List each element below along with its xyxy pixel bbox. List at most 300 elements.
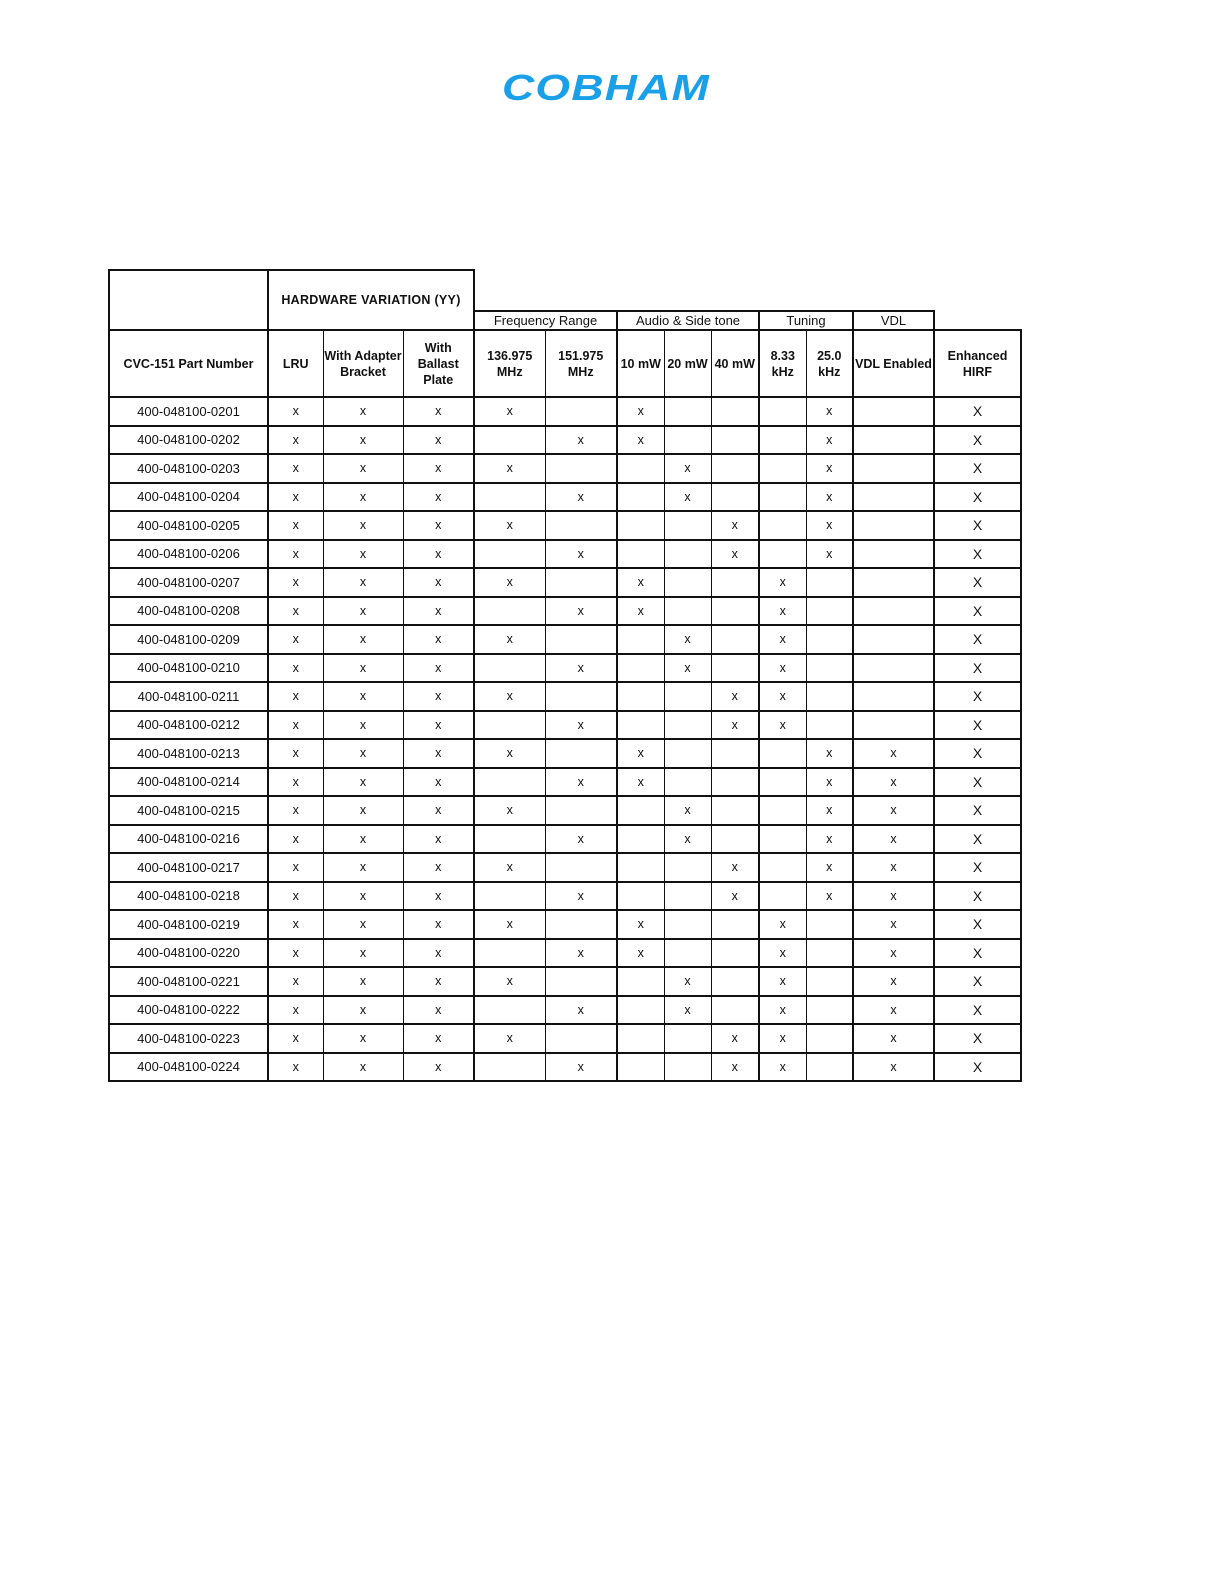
- ballast-plate-cell: x: [403, 853, 474, 882]
- audio-40mw-cell: x: [711, 711, 759, 740]
- part-number-cell: 400-048100-0224: [109, 1053, 268, 1082]
- freq-136-975-cell: x: [474, 568, 545, 597]
- tuning-8-33-cell: x: [759, 939, 806, 968]
- vdl-enabled-cell: [853, 597, 934, 626]
- enhanced-hirf-cell: X: [934, 511, 1021, 540]
- vdl-enabled-cell: x: [853, 996, 934, 1025]
- freq-151-975-cell: x: [545, 939, 617, 968]
- audio-40mw-cell: [711, 625, 759, 654]
- ballast-plate-cell: x: [403, 939, 474, 968]
- enhanced-hirf-cell: X: [934, 882, 1021, 911]
- enhanced-hirf-cell: X: [934, 853, 1021, 882]
- part-number-cell: 400-048100-0221: [109, 967, 268, 996]
- audio-10mw-cell: [617, 996, 664, 1025]
- tuning-25-0-cell: x: [806, 483, 853, 512]
- col-vdl-enabled: VDL Enabled: [853, 330, 934, 397]
- ballast-plate-cell: x: [403, 910, 474, 939]
- table-row: [109, 426, 1021, 455]
- audio-20mw-cell: [664, 768, 711, 797]
- audio-40mw-cell: x: [711, 511, 759, 540]
- tuning-25-0-cell: x: [806, 768, 853, 797]
- tuning-8-33-cell: [759, 454, 806, 483]
- audio-40mw-cell: [711, 796, 759, 825]
- audio-40mw-cell: [711, 825, 759, 854]
- col-lru: LRU: [268, 330, 323, 397]
- part-number-cell: 400-048100-0222: [109, 996, 268, 1025]
- lru-cell: x: [268, 1053, 323, 1082]
- audio-10mw-cell: x: [617, 910, 664, 939]
- audio-20mw-cell: [664, 939, 711, 968]
- tuning-8-33-cell: x: [759, 711, 806, 740]
- part-number-cell: 400-048100-0206: [109, 540, 268, 569]
- freq-136-975-cell: [474, 711, 545, 740]
- part-number-cell: 400-048100-0219: [109, 910, 268, 939]
- freq-151-975-cell: [545, 511, 617, 540]
- vdl-enabled-cell: [853, 397, 934, 426]
- freq-136-975-cell: x: [474, 967, 545, 996]
- vdl-enabled-cell: x: [853, 825, 934, 854]
- audio-10mw-cell: [617, 511, 664, 540]
- freq-136-975-cell: [474, 939, 545, 968]
- audio-10mw-cell: [617, 454, 664, 483]
- tuning-8-33-cell: [759, 426, 806, 455]
- table-row: [109, 682, 1021, 711]
- freq-136-975-cell: x: [474, 739, 545, 768]
- audio-20mw-cell: [664, 882, 711, 911]
- audio-20mw-cell: [664, 597, 711, 626]
- freq-151-975-cell: x: [545, 1053, 617, 1082]
- audio-40mw-cell: [711, 454, 759, 483]
- lru-cell: x: [268, 511, 323, 540]
- audio-10mw-cell: [617, 540, 664, 569]
- freq-136-975-cell: [474, 483, 545, 512]
- hardware-variation-header: HARDWARE VARIATION (YY): [268, 270, 474, 330]
- table-row: [109, 540, 1021, 569]
- freq-151-975-cell: [545, 796, 617, 825]
- vdl-enabled-cell: [853, 483, 934, 512]
- col-adapter-bracket: With Adapter Bracket: [323, 330, 403, 397]
- tuning-8-33-cell: [759, 882, 806, 911]
- col-136-975-mhz: 136.975 MHz: [474, 330, 545, 397]
- ballast-plate-cell: x: [403, 597, 474, 626]
- table-row: [109, 996, 1021, 1025]
- tuning-8-33-cell: [759, 483, 806, 512]
- adapter-bracket-cell: x: [323, 796, 403, 825]
- col-8-33-khz: 8.33 kHz: [759, 330, 806, 397]
- col-25-0-khz: 25.0 kHz: [806, 330, 853, 397]
- enhanced-hirf-cell: X: [934, 939, 1021, 968]
- part-number-cell: 400-048100-0220: [109, 939, 268, 968]
- freq-151-975-cell: [545, 682, 617, 711]
- freq-151-975-cell: [545, 397, 617, 426]
- audio-10mw-cell: x: [617, 568, 664, 597]
- enhanced-hirf-cell: X: [934, 1053, 1021, 1082]
- table-body: [109, 397, 1021, 1081]
- enhanced-hirf-cell: X: [934, 682, 1021, 711]
- audio-10mw-cell: [617, 1024, 664, 1053]
- ballast-plate-cell: x: [403, 996, 474, 1025]
- audio-10mw-cell: [617, 882, 664, 911]
- table-row: [109, 454, 1021, 483]
- enhanced-hirf-cell: X: [934, 454, 1021, 483]
- part-number-cell: 400-048100-0223: [109, 1024, 268, 1053]
- table-row: [109, 625, 1021, 654]
- enhanced-hirf-cell: X: [934, 711, 1021, 740]
- audio-20mw-cell: x: [664, 825, 711, 854]
- table-row: [109, 597, 1021, 626]
- adapter-bracket-cell: x: [323, 483, 403, 512]
- audio-10mw-cell: [617, 625, 664, 654]
- group-frequency-range: Frequency Range: [474, 311, 617, 330]
- freq-151-975-cell: x: [545, 996, 617, 1025]
- col-40-mw: 40 mW: [711, 330, 759, 397]
- lru-cell: x: [268, 853, 323, 882]
- table-row: [109, 967, 1021, 996]
- audio-40mw-cell: [711, 996, 759, 1025]
- audio-20mw-cell: [664, 711, 711, 740]
- adapter-bracket-cell: x: [323, 625, 403, 654]
- enhanced-hirf-cell: X: [934, 568, 1021, 597]
- freq-136-975-cell: x: [474, 397, 545, 426]
- audio-20mw-cell: x: [664, 654, 711, 683]
- vdl-enabled-cell: x: [853, 967, 934, 996]
- table-row: [109, 711, 1021, 740]
- tuning-25-0-cell: [806, 910, 853, 939]
- lru-cell: x: [268, 882, 323, 911]
- adapter-bracket-cell: x: [323, 682, 403, 711]
- adapter-bracket-cell: x: [323, 426, 403, 455]
- audio-20mw-cell: [664, 910, 711, 939]
- enhanced-hirf-cell: X: [934, 825, 1021, 854]
- audio-40mw-cell: x: [711, 882, 759, 911]
- lru-cell: x: [268, 739, 323, 768]
- audio-40mw-cell: [711, 967, 759, 996]
- audio-20mw-cell: x: [664, 625, 711, 654]
- lru-cell: x: [268, 796, 323, 825]
- ballast-plate-cell: x: [403, 654, 474, 683]
- ballast-plate-cell: x: [403, 511, 474, 540]
- enhanced-hirf-cell: X: [934, 768, 1021, 797]
- freq-136-975-cell: [474, 882, 545, 911]
- audio-10mw-cell: [617, 967, 664, 996]
- adapter-bracket-cell: x: [323, 511, 403, 540]
- freq-136-975-cell: [474, 825, 545, 854]
- adapter-bracket-cell: x: [323, 739, 403, 768]
- part-number-cell: 400-048100-0214: [109, 768, 268, 797]
- lru-cell: x: [268, 768, 323, 797]
- tuning-25-0-cell: [806, 1053, 853, 1082]
- freq-151-975-cell: x: [545, 825, 617, 854]
- freq-136-975-cell: x: [474, 511, 545, 540]
- part-number-cell: 400-048100-0203: [109, 454, 268, 483]
- lru-cell: x: [268, 682, 323, 711]
- adapter-bracket-cell: x: [323, 454, 403, 483]
- tuning-25-0-cell: x: [806, 397, 853, 426]
- part-number-cell: 400-048100-0210: [109, 654, 268, 683]
- audio-40mw-cell: [711, 426, 759, 455]
- table-row: [109, 397, 1021, 426]
- tuning-8-33-cell: x: [759, 1024, 806, 1053]
- vdl-enabled-cell: [853, 511, 934, 540]
- enhanced-hirf-cell: X: [934, 397, 1021, 426]
- vdl-enabled-cell: x: [853, 939, 934, 968]
- freq-136-975-cell: x: [474, 1024, 545, 1053]
- tuning-8-33-cell: x: [759, 996, 806, 1025]
- audio-40mw-cell: [711, 568, 759, 597]
- vdl-enabled-cell: [853, 682, 934, 711]
- ballast-plate-cell: x: [403, 625, 474, 654]
- adapter-bracket-cell: x: [323, 768, 403, 797]
- tuning-8-33-cell: [759, 825, 806, 854]
- enhanced-hirf-cell: X: [934, 967, 1021, 996]
- enhanced-hirf-cell: X: [934, 996, 1021, 1025]
- adapter-bracket-cell: x: [323, 397, 403, 426]
- audio-10mw-cell: [617, 711, 664, 740]
- audio-40mw-cell: x: [711, 540, 759, 569]
- tuning-8-33-cell: x: [759, 682, 806, 711]
- audio-40mw-cell: [711, 597, 759, 626]
- part-number-cell: 400-048100-0216: [109, 825, 268, 854]
- freq-151-975-cell: x: [545, 711, 617, 740]
- hardware-variation-table-wrapper: [108, 269, 1022, 1082]
- header-spacer-right: [934, 311, 1021, 330]
- part-number-cell: 400-048100-0208: [109, 597, 268, 626]
- audio-10mw-cell: x: [617, 739, 664, 768]
- audio-40mw-cell: [711, 739, 759, 768]
- freq-136-975-cell: [474, 540, 545, 569]
- adapter-bracket-cell: x: [323, 597, 403, 626]
- tuning-8-33-cell: [759, 768, 806, 797]
- col-151-975-mhz: 151.975 MHz: [545, 330, 617, 397]
- ballast-plate-cell: x: [403, 768, 474, 797]
- freq-151-975-cell: [545, 625, 617, 654]
- audio-20mw-cell: [664, 1024, 711, 1053]
- audio-10mw-cell: x: [617, 768, 664, 797]
- freq-151-975-cell: x: [545, 768, 617, 797]
- ballast-plate-cell: x: [403, 397, 474, 426]
- part-number-cell: 400-048100-0212: [109, 711, 268, 740]
- freq-136-975-cell: x: [474, 910, 545, 939]
- lru-cell: x: [268, 426, 323, 455]
- table-row: [109, 853, 1021, 882]
- logo-wordmark: COBHAM: [502, 70, 711, 106]
- audio-20mw-cell: [664, 568, 711, 597]
- freq-151-975-cell: [545, 739, 617, 768]
- freq-136-975-cell: x: [474, 682, 545, 711]
- tuning-8-33-cell: [759, 511, 806, 540]
- table-row: [109, 568, 1021, 597]
- freq-151-975-cell: x: [545, 426, 617, 455]
- part-number-cell: 400-048100-0218: [109, 882, 268, 911]
- adapter-bracket-cell: x: [323, 939, 403, 968]
- audio-20mw-cell: x: [664, 796, 711, 825]
- enhanced-hirf-cell: X: [934, 654, 1021, 683]
- enhanced-hirf-cell: X: [934, 625, 1021, 654]
- table-row: [109, 1053, 1021, 1082]
- tuning-25-0-cell: [806, 967, 853, 996]
- tuning-25-0-cell: [806, 654, 853, 683]
- tuning-25-0-cell: [806, 996, 853, 1025]
- tuning-25-0-cell: x: [806, 739, 853, 768]
- adapter-bracket-cell: x: [323, 1024, 403, 1053]
- ballast-plate-cell: x: [403, 426, 474, 455]
- audio-10mw-cell: [617, 1053, 664, 1082]
- audio-40mw-cell: x: [711, 853, 759, 882]
- table-row: [109, 511, 1021, 540]
- lru-cell: x: [268, 825, 323, 854]
- freq-151-975-cell: x: [545, 654, 617, 683]
- adapter-bracket-cell: x: [323, 853, 403, 882]
- tuning-8-33-cell: x: [759, 597, 806, 626]
- tuning-25-0-cell: [806, 597, 853, 626]
- col-part-number: CVC-151 Part Number: [109, 330, 268, 397]
- header-spacer: [474, 270, 1021, 311]
- audio-20mw-cell: x: [664, 483, 711, 512]
- freq-151-975-cell: [545, 853, 617, 882]
- part-number-cell: 400-048100-0202: [109, 426, 268, 455]
- audio-10mw-cell: [617, 853, 664, 882]
- group-vdl: VDL: [853, 311, 934, 330]
- audio-10mw-cell: x: [617, 426, 664, 455]
- tuning-25-0-cell: x: [806, 540, 853, 569]
- freq-151-975-cell: [545, 454, 617, 483]
- adapter-bracket-cell: x: [323, 825, 403, 854]
- freq-136-975-cell: [474, 996, 545, 1025]
- cobham-logo: [500, 70, 712, 106]
- adapter-bracket-cell: x: [323, 967, 403, 996]
- ballast-plate-cell: x: [403, 825, 474, 854]
- tuning-8-33-cell: [759, 739, 806, 768]
- table-row: [109, 739, 1021, 768]
- audio-10mw-cell: [617, 682, 664, 711]
- freq-136-975-cell: [474, 1053, 545, 1082]
- enhanced-hirf-cell: X: [934, 597, 1021, 626]
- lru-cell: x: [268, 568, 323, 597]
- lru-cell: x: [268, 454, 323, 483]
- tuning-25-0-cell: [806, 568, 853, 597]
- col-20-mw: 20 mW: [664, 330, 711, 397]
- vdl-enabled-cell: [853, 568, 934, 597]
- ballast-plate-cell: x: [403, 540, 474, 569]
- table-row: [109, 654, 1021, 683]
- audio-40mw-cell: [711, 397, 759, 426]
- audio-20mw-cell: [664, 682, 711, 711]
- enhanced-hirf-cell: X: [934, 540, 1021, 569]
- adapter-bracket-cell: x: [323, 654, 403, 683]
- table-row: [109, 1024, 1021, 1053]
- audio-20mw-cell: [664, 1053, 711, 1082]
- freq-136-975-cell: x: [474, 625, 545, 654]
- ballast-plate-cell: x: [403, 1024, 474, 1053]
- tuning-8-33-cell: x: [759, 1053, 806, 1082]
- part-number-cell: 400-048100-0201: [109, 397, 268, 426]
- tuning-8-33-cell: [759, 796, 806, 825]
- col-10-mw: 10 mW: [617, 330, 664, 397]
- audio-40mw-cell: [711, 654, 759, 683]
- tuning-25-0-cell: [806, 711, 853, 740]
- audio-20mw-cell: [664, 739, 711, 768]
- audio-40mw-cell: x: [711, 682, 759, 711]
- ballast-plate-cell: x: [403, 682, 474, 711]
- enhanced-hirf-cell: X: [934, 483, 1021, 512]
- lru-cell: x: [268, 483, 323, 512]
- vdl-enabled-cell: x: [853, 910, 934, 939]
- lru-cell: x: [268, 1024, 323, 1053]
- enhanced-hirf-cell: X: [934, 426, 1021, 455]
- part-number-cell: 400-048100-0207: [109, 568, 268, 597]
- table-row: [109, 825, 1021, 854]
- audio-20mw-cell: [664, 511, 711, 540]
- ballast-plate-cell: x: [403, 796, 474, 825]
- tuning-8-33-cell: x: [759, 625, 806, 654]
- table-row: [109, 796, 1021, 825]
- vdl-enabled-cell: [853, 711, 934, 740]
- ballast-plate-cell: x: [403, 1053, 474, 1082]
- audio-40mw-cell: [711, 910, 759, 939]
- part-number-cell: 400-048100-0204: [109, 483, 268, 512]
- freq-151-975-cell: x: [545, 597, 617, 626]
- audio-20mw-cell: x: [664, 967, 711, 996]
- adapter-bracket-cell: x: [323, 1053, 403, 1082]
- hardware-variation-table: [108, 269, 1022, 1082]
- top-left-blank-cell: [109, 270, 268, 330]
- vdl-enabled-cell: x: [853, 1024, 934, 1053]
- freq-136-975-cell: x: [474, 454, 545, 483]
- ballast-plate-cell: x: [403, 568, 474, 597]
- adapter-bracket-cell: x: [323, 882, 403, 911]
- vdl-enabled-cell: x: [853, 796, 934, 825]
- col-ballast-plate: With Ballast Plate: [403, 330, 474, 397]
- adapter-bracket-cell: x: [323, 711, 403, 740]
- adapter-bracket-cell: x: [323, 996, 403, 1025]
- freq-136-975-cell: [474, 768, 545, 797]
- tuning-8-33-cell: x: [759, 568, 806, 597]
- lru-cell: x: [268, 910, 323, 939]
- lru-cell: x: [268, 996, 323, 1025]
- freq-151-975-cell: x: [545, 882, 617, 911]
- ballast-plate-cell: x: [403, 454, 474, 483]
- tuning-8-33-cell: x: [759, 654, 806, 683]
- part-number-cell: 400-048100-0205: [109, 511, 268, 540]
- tuning-8-33-cell: x: [759, 910, 806, 939]
- audio-20mw-cell: [664, 397, 711, 426]
- vdl-enabled-cell: x: [853, 739, 934, 768]
- audio-20mw-cell: [664, 540, 711, 569]
- freq-151-975-cell: x: [545, 540, 617, 569]
- freq-136-975-cell: [474, 654, 545, 683]
- adapter-bracket-cell: x: [323, 568, 403, 597]
- vdl-enabled-cell: [853, 654, 934, 683]
- audio-40mw-cell: x: [711, 1053, 759, 1082]
- audio-10mw-cell: [617, 483, 664, 512]
- vdl-enabled-cell: x: [853, 768, 934, 797]
- tuning-25-0-cell: [806, 625, 853, 654]
- part-number-cell: 400-048100-0217: [109, 853, 268, 882]
- enhanced-hirf-cell: X: [934, 910, 1021, 939]
- tuning-25-0-cell: x: [806, 454, 853, 483]
- table-row: [109, 939, 1021, 968]
- ballast-plate-cell: x: [403, 967, 474, 996]
- lru-cell: x: [268, 939, 323, 968]
- lru-cell: x: [268, 397, 323, 426]
- table-row: [109, 483, 1021, 512]
- tuning-8-33-cell: [759, 853, 806, 882]
- audio-10mw-cell: x: [617, 397, 664, 426]
- part-number-cell: 400-048100-0209: [109, 625, 268, 654]
- lru-cell: x: [268, 967, 323, 996]
- audio-40mw-cell: x: [711, 1024, 759, 1053]
- adapter-bracket-cell: x: [323, 910, 403, 939]
